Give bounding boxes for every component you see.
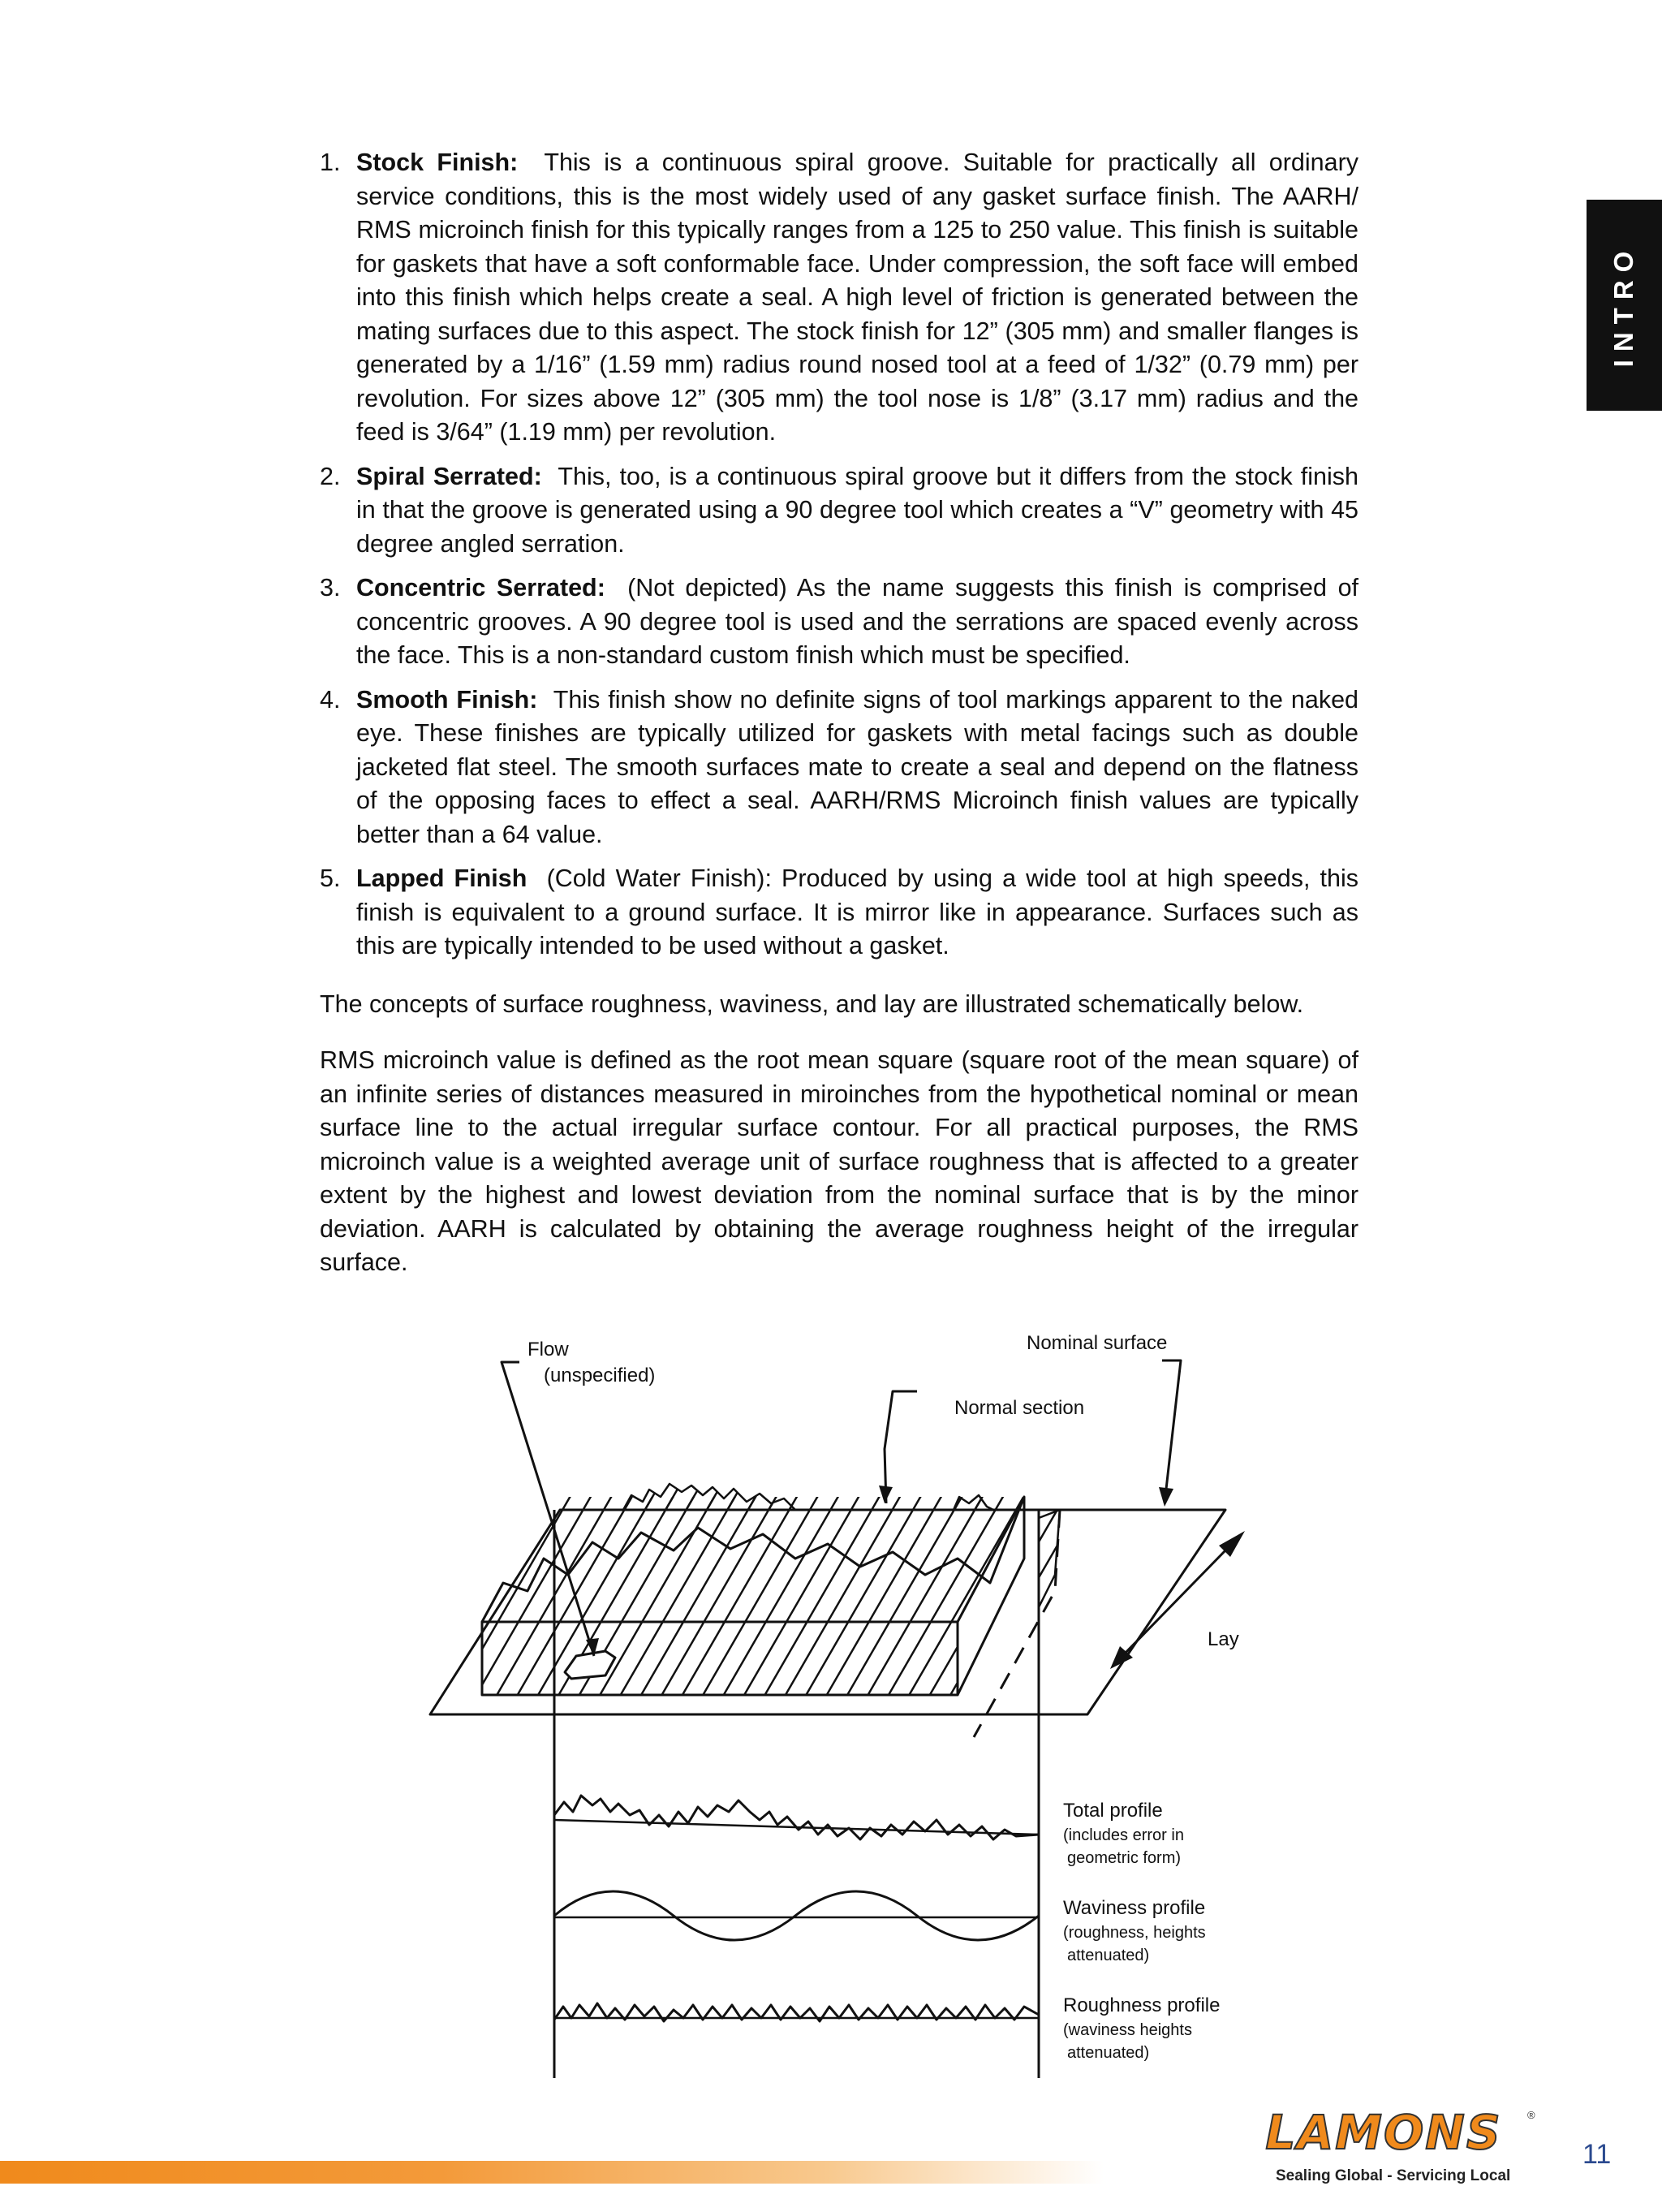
section-tab-label: INTRO: [1608, 243, 1638, 368]
logo-tagline: Sealing Global - Servicing Local: [1276, 2167, 1511, 2184]
lamons-logo: [1262, 2102, 1538, 2162]
item-number: 1.: [320, 149, 341, 176]
section-tab-intro: [1587, 200, 1662, 411]
lay-label: Lay: [1208, 1628, 1239, 1650]
item-text: (Cold Water Finish): Produced by using a wide tool at high speeds, this finish is equivalent to a ground surface. It is mirror like in appearance. Surfaces such as this are typically intended to be used without a gasket.: [356, 865, 1358, 959]
list-item: [320, 862, 1358, 964]
block-front-face: [482, 1622, 958, 1695]
surface-texture-drawing: [406, 1315, 1266, 2086]
item-title: Concentric Serrated:: [356, 574, 605, 602]
normal-section-label: Normal section: [954, 1397, 1085, 1419]
item-text: This is a continuous spiral groove. Suitable for practically all ordinary service conditions, this is the most widely used of any gasket surface finish. The AARH/ RMS microinch finish for this typically ranges from a 125 to 250 value. This finish is suitable for gaskets that have a soft conformable face. Under compression, the soft face will embed into this finish which helps create a seal. A high level of friction is generated between the mating surfaces due to this aspect. The stock finish for 12” (305 mm) and smaller flanges is generated by a 1/16” (1.59 mm) radius round nosed tool at a feed of 1/32” (0.79 mm) per revolution. For sizes above 12” (305 mm) the tool nose is 1/8” (3.17 mm) radius and the feed is 3/64” (1.19 mm) per revolution.: [356, 149, 1358, 446]
item-title: Lapped Finish: [356, 865, 527, 892]
item-title: Spiral Serrated:: [356, 462, 542, 490]
waviness-profile-label: Waviness profile: [1063, 1897, 1206, 1919]
logo-wordmark: LAMONS: [1265, 2105, 1502, 2160]
finish-list: [320, 146, 1358, 964]
item-text: This, too, is a continuous spiral groove but it differs from the stock finish in that the groove is generated using a 90 degree tool which creates a “V” geometry with 45 degree angled serration.: [356, 462, 1358, 558]
roughness-profile-label: Roughness profile: [1063, 1994, 1221, 2016]
waviness-profile-note: attenuated): [1067, 1947, 1150, 1964]
normal-section-leader: [885, 1391, 917, 1503]
item-text: (Not depicted) As the name suggests this finish is comprised of concentric grooves. A 90 degree tool is used and the serrations are spaced evenly across the face. This is a non-standard custom finish which must be specified.: [356, 574, 1358, 669]
footer-accent-bar: [0, 2161, 1104, 2184]
registered-mark: ®: [1527, 2109, 1535, 2121]
list-item: [320, 460, 1358, 562]
list-item: [320, 146, 1358, 450]
flow-label: Flow: [527, 1339, 569, 1360]
total-profile-note: geometric form): [1067, 1849, 1182, 1867]
main-content: [320, 146, 1358, 1280]
roughness-profile-note: attenuated): [1067, 2044, 1150, 2062]
nominal-surface-leader: [1162, 1360, 1181, 1503]
item-number: 3.: [320, 574, 341, 602]
item-title: Smooth Finish:: [356, 685, 538, 714]
item-title: Stock Finish:: [356, 149, 519, 176]
flow-sub-label: (unspecified): [544, 1365, 656, 1386]
list-item: [320, 683, 1358, 852]
item-number: 2.: [320, 462, 341, 490]
rms-definition-paragraph: RMS microinch value is defined as the root mean square (square root of the mean square) of an infinite series of distances measured in miroinches from the hypothetical nominal or mean surface line to the actual irregular surface contour. For all practical purposes, the RMS microinch value is a weighted average unit of surface roughness that is affected to a greater extent by the highest and lowest deviation from the nominal surface that is by the minor deviation. AARH is calculated by obtaining the average roughness height of the irregular surface.: [320, 1046, 1358, 1276]
surface-texture-diagram: [406, 1315, 1266, 2086]
page-number: 11: [1582, 2139, 1612, 2170]
item-number: 5.: [320, 865, 341, 892]
roughness-profile-note: (waviness heights: [1063, 2021, 1192, 2039]
nominal-surface-label: Nominal surface: [1027, 1332, 1168, 1354]
list-item: [320, 571, 1358, 673]
total-profile-label: Total profile: [1063, 1800, 1163, 1822]
waviness-profile-trace: [554, 1891, 1039, 1940]
item-number: 4.: [320, 685, 341, 714]
intro-paragraph: The concepts of surface roughness, waviness, and lay are illustrated schematically below.: [320, 990, 1304, 1018]
item-text: This finish show no definite signs of tool markings apparent to the naked eye. These finishes are typically utilized for gaskets with metal facings such as double jacketed flat steel. The smooth surfaces mate to create a seal and depend on the flatness of the opposing faces to effect a seal. AARH/RMS Microinch finish values are typically better than a 64 value.: [356, 685, 1358, 848]
total-profile-note: (includes error in: [1063, 1826, 1184, 1844]
waviness-profile-note: (roughness, heights: [1063, 1924, 1206, 1942]
